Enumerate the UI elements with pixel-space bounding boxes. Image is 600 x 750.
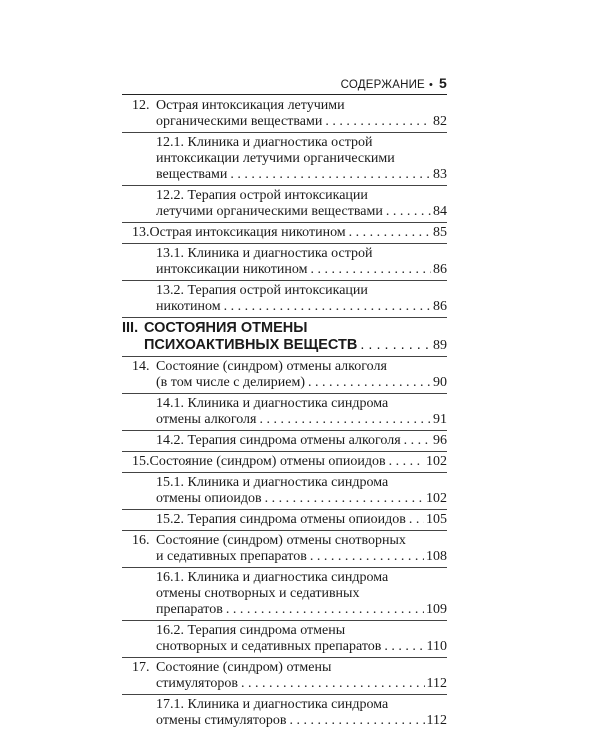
toc-entry-text: Состояние (синдром) отмены опиоидов [149,454,386,469]
toc-page-ref: 102 [426,454,447,469]
toc-entry-number: 12. [132,98,150,113]
toc-entry-text: 12.2. Терапия острой интоксикации [156,188,368,203]
toc-entry-text: 14.2. Терапия синдрома отмены алкоголя [156,433,401,448]
toc-page-ref: 96 [433,433,447,448]
toc-entry-text: 12.1. Клиника и диагностика острой [156,135,373,150]
leader-dots [310,262,431,278]
entry-divider [122,451,447,452]
leader-dots [230,167,431,183]
toc-page-ref: 102 [426,491,447,506]
header-rule [122,94,447,95]
toc-entry-text: 16.1. Клиника и диагностика синдрома [156,570,389,585]
entry-divider [122,472,447,473]
entry-divider [122,509,447,510]
toc-entry-text: Острая интоксикация никотином [149,225,346,240]
toc-entry-12-1[interactable] [122,135,447,183]
section-divider [122,317,447,318]
leader-dots [409,512,424,528]
toc-entry-text: Состояние (синдром) отмены алкоголя [156,359,387,374]
leader-dots [386,204,431,220]
toc-entry-text: никотином [156,299,221,314]
toc-entry-text: препаратов [156,602,223,617]
toc-entry-16-2[interactable] [122,623,447,655]
toc-entry-text: интоксикации летучими органическими [156,151,395,166]
toc-entry-text: 15.1. Клиника и диагностика синдрома [156,475,389,490]
toc-page-ref: 109 [426,602,447,617]
entry-divider [122,694,447,695]
toc-entry-text: летучими органическими веществами [156,204,383,219]
toc-page-ref: 110 [426,639,447,654]
toc-page-ref: 112 [426,713,447,728]
leader-dots [259,412,431,428]
toc-entry-17[interactable] [122,660,447,692]
entry-divider [122,393,447,394]
entry-divider [122,132,447,133]
toc-page-ref: 83 [433,167,447,182]
toc-page-ref: 89 [433,338,447,353]
table-of-contents [122,98,447,729]
toc-page-ref: 90 [433,375,447,390]
leader-dots [349,225,431,241]
toc-entry-15[interactable] [122,454,447,470]
toc-entry-text: органическими веществами [156,114,323,129]
toc-entry-14[interactable] [122,359,447,391]
toc-section-number: III. [122,320,139,336]
toc-entry-12-2[interactable] [122,188,447,220]
toc-entry-text: отмены алкоголя [156,412,257,427]
toc-entry-text: отмены снотворных и седативных [156,586,360,601]
toc-entry-text: (в том числе с делирием) [156,375,306,390]
toc-entry-number: 14. [132,359,150,374]
toc-page-ref: 86 [433,299,447,314]
toc-entry-number: 15. [132,454,150,469]
running-header [122,75,447,93]
toc-entry-text: отмены стимуляторов [156,713,287,728]
leader-dots [389,454,424,470]
toc-entry-15-2[interactable] [122,512,447,528]
toc-entry-15-1[interactable] [122,475,447,507]
toc-entry-13-2[interactable] [122,283,447,315]
toc-entry-text: Состояние (синдром) отмены [156,660,332,675]
bullet-separator: • [428,79,433,91]
toc-entry-13-1[interactable] [122,246,447,278]
toc-page-ref: 84 [433,204,447,219]
leader-dots [265,491,424,507]
leader-dots [360,337,431,353]
toc-entry-16[interactable] [122,533,447,565]
toc-entry-14-2[interactable] [122,433,447,449]
toc-entry-text: отмены опиоидов [156,491,262,506]
toc-entry-text: Состояние (синдром) отмены снотворных [156,533,406,548]
leader-dots [241,676,424,692]
toc-entry-text: 13.1. Клиника и диагностика острой [156,246,373,261]
entry-divider [122,222,447,223]
entry-divider [122,280,447,281]
toc-entry-14-1[interactable] [122,396,447,428]
entry-divider [122,567,447,568]
entry-divider [122,620,447,621]
leader-dots [226,602,424,618]
toc-page-ref: 108 [426,549,447,564]
toc-entry-text: 13.2. Терапия острой интоксикации [156,283,368,298]
leader-dots [325,114,431,130]
leader-dots [308,375,431,391]
leader-dots [224,299,431,315]
entry-divider [122,243,447,244]
running-header-section: СОДЕРЖАНИЕ [340,79,425,91]
toc-entry-text: 15.2. Терапия синдрома отмены опиоидов [156,512,406,527]
leader-dots [384,639,424,655]
toc-entry-text: 17.1. Клиника и диагностика синдрома [156,697,389,712]
toc-entry-text: Острая интоксикация летучими [156,98,345,113]
toc-entry-number: 17. [132,660,150,675]
toc-entry-text: веществами [156,167,228,182]
page-number: 5 [439,75,447,91]
toc-page-ref: 85 [433,225,447,240]
toc-entry-text: интоксикации никотином [156,262,308,277]
toc-page-ref: 82 [433,114,447,129]
toc-entry-number: 13. [132,225,150,240]
toc-entry-number: 16. [132,533,150,548]
toc-entry-12[interactable] [122,98,447,130]
toc-entry-text: 14.1. Клиника и диагностика синдрома [156,396,389,411]
toc-page-ref: 112 [426,676,447,691]
toc-page-ref: 86 [433,262,447,277]
toc-entry-text: снотворных и седативных препаратов [156,639,382,654]
leader-dots [289,713,424,729]
entry-divider [122,530,447,531]
toc-section-title: СОСТОЯНИЯ ОТМЕНЫ [144,320,308,336]
section-divider [122,356,447,357]
entry-divider [122,185,447,186]
toc-page-ref: 105 [426,512,447,527]
leader-dots [404,433,431,449]
entry-divider [122,657,447,658]
toc-page-ref: 91 [433,412,447,427]
entry-divider [122,430,447,431]
toc-entry-17-1[interactable] [122,697,447,729]
toc-section-iii[interactable] [122,320,447,354]
leader-dots [310,549,424,565]
toc-entry-text: и седативных препаратов [156,549,307,564]
toc-entry-text: стимуляторов [156,676,239,691]
toc-section-title: ПСИХОАКТИВНЫХ ВЕЩЕСТВ [144,337,358,353]
toc-entry-16-1[interactable] [122,570,447,618]
toc-entry-13[interactable] [122,225,447,241]
toc-entry-text: 16.2. Терапия синдрома отмены [156,623,346,638]
